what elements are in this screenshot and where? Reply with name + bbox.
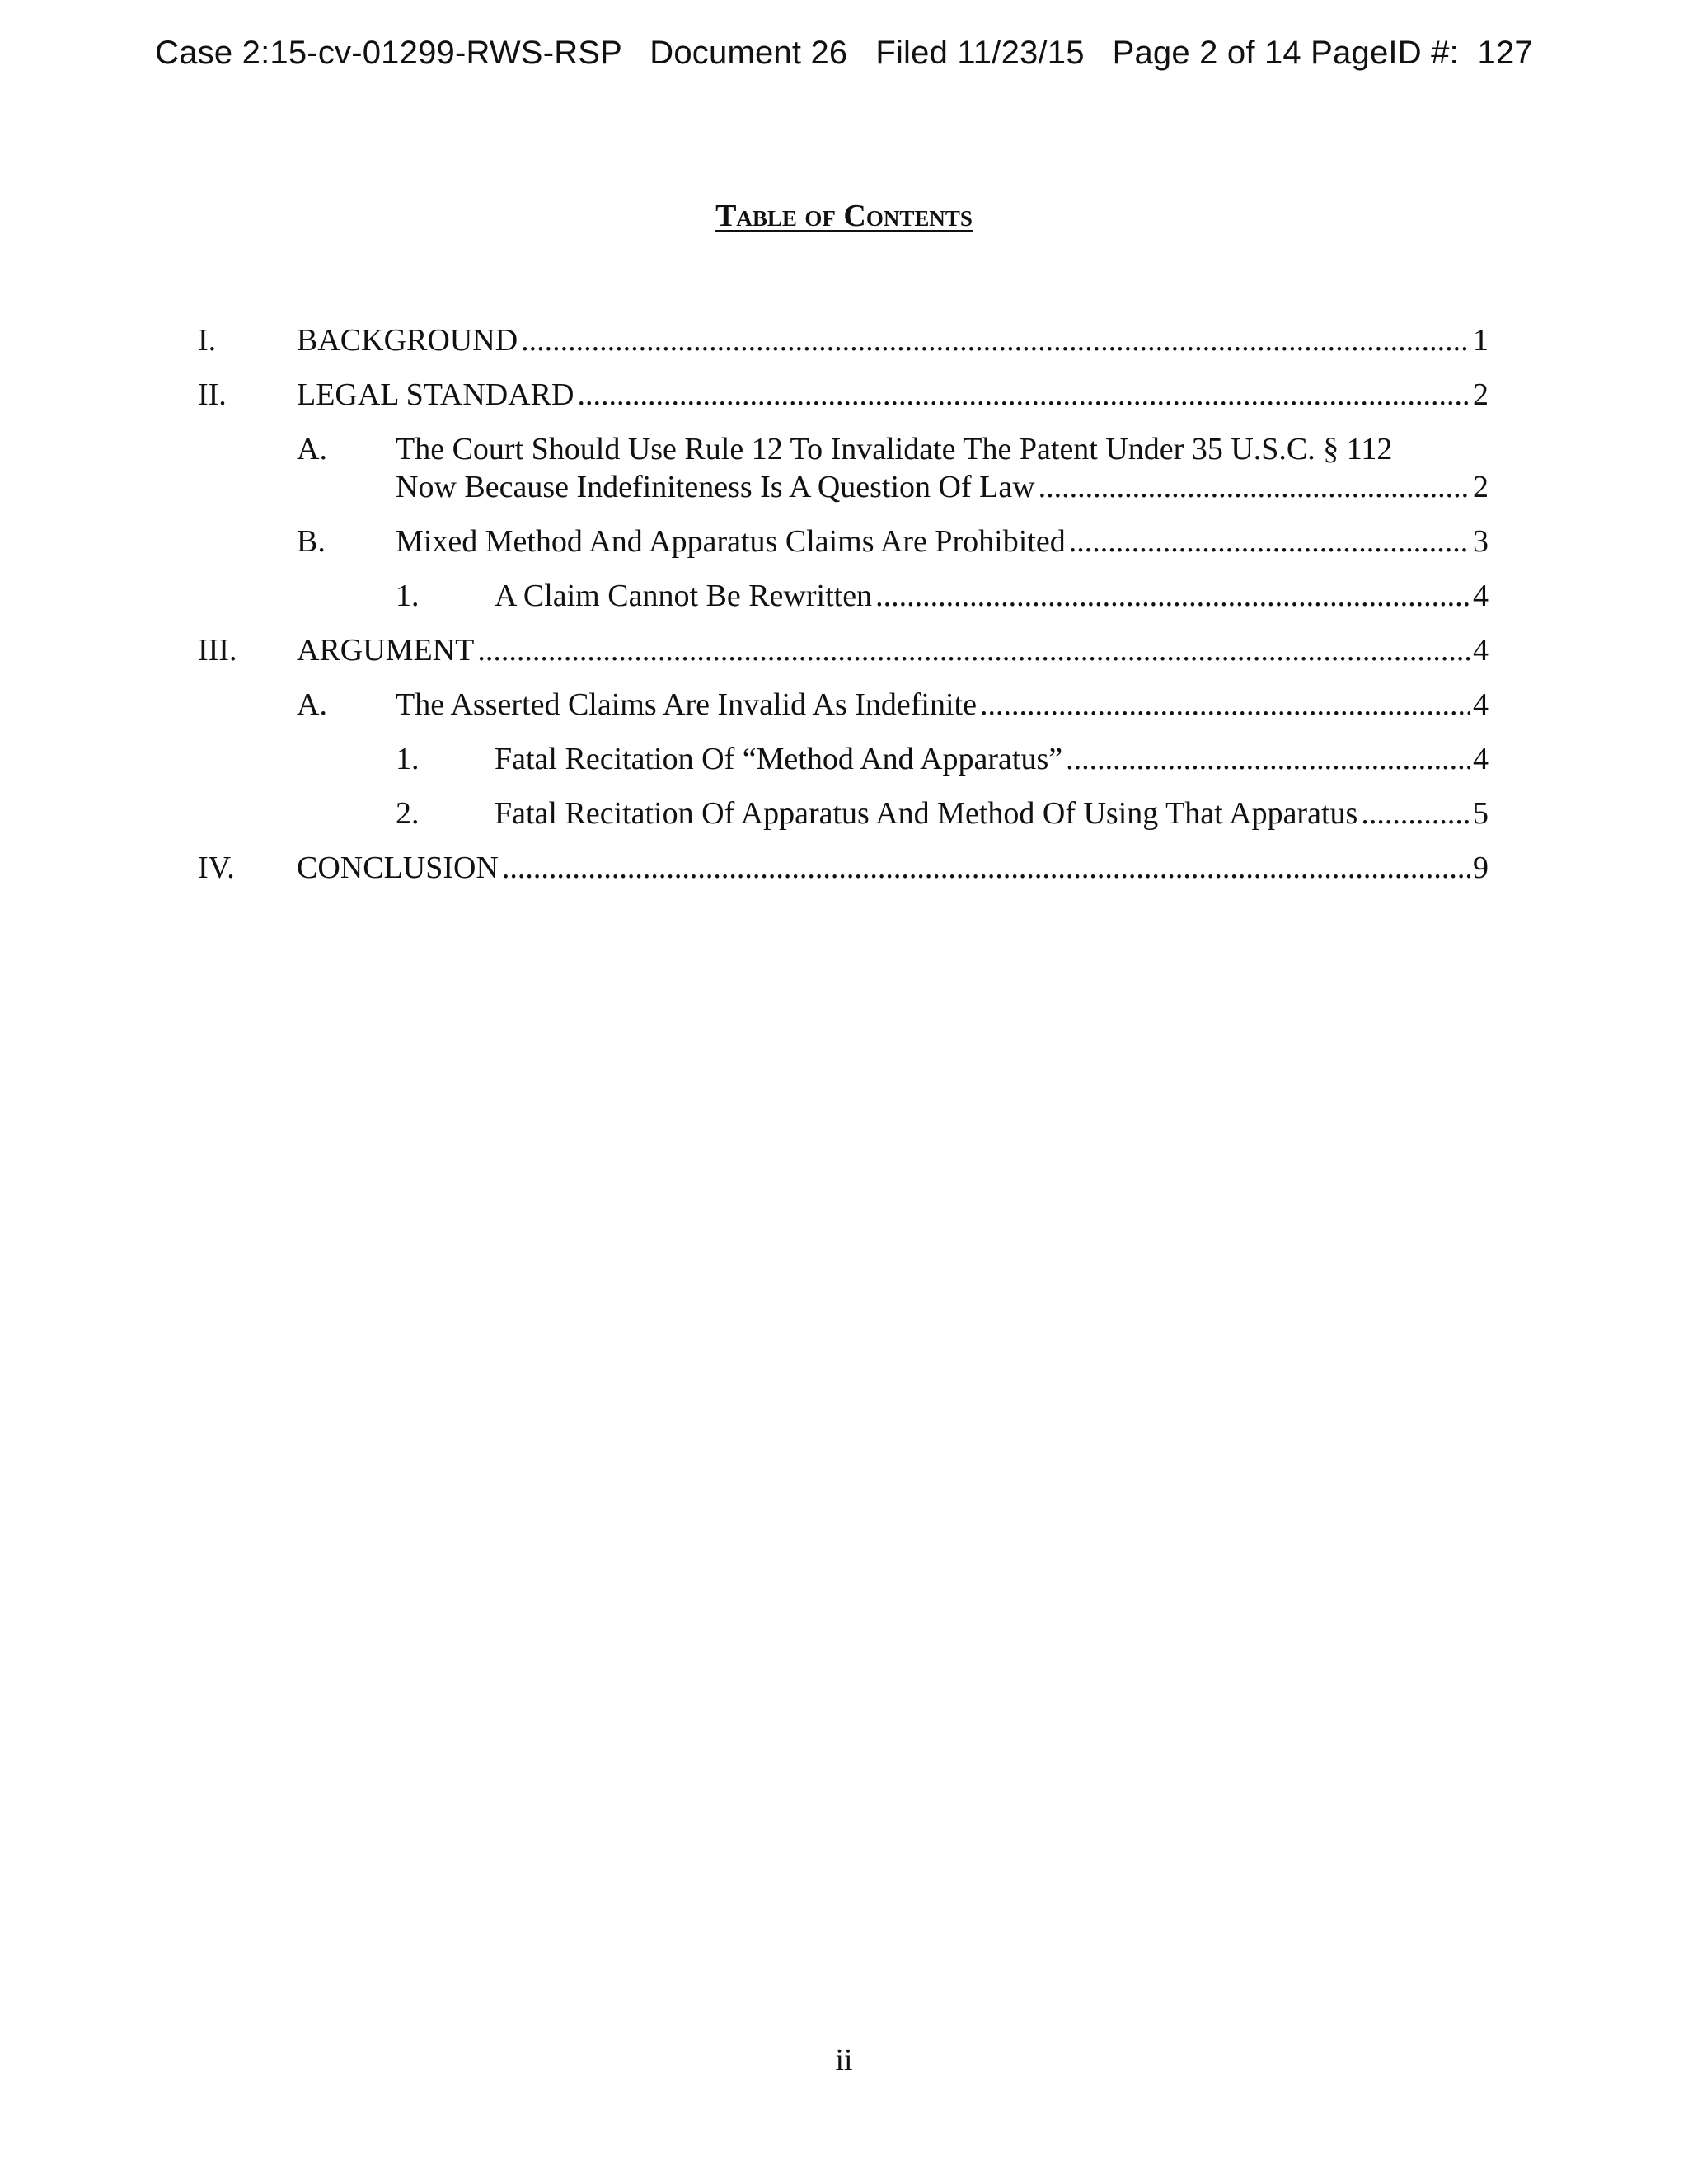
toc-entry-text: The Asserted Claims Are Invalid As Indefinite [396, 687, 977, 722]
toc-entry-number: B. [297, 524, 326, 559]
toc-entry-conclusion [198, 849, 1489, 887]
toc-entry-number: II. [198, 377, 227, 412]
toc-entry-text: CONCLUSION [297, 851, 499, 885]
toc-entry-page: 4 [1473, 687, 1489, 722]
dot-leader [477, 631, 1470, 669]
dot-leader [521, 321, 1470, 359]
toc-entry-page: 2 [1473, 377, 1489, 412]
toc-entry-page: 2 [1473, 470, 1489, 504]
table-of-contents [198, 321, 1489, 887]
toc-entry-page: 4 [1473, 633, 1489, 668]
dot-leader [980, 686, 1470, 724]
toc-entry-text: Mixed Method And Apparatus Claims Are Prohibited [396, 524, 1066, 559]
toc-entry-mixed-claims [198, 523, 1489, 560]
toc-entry-text: LEGAL STANDARD [297, 377, 574, 412]
page-number-footer: ii [835, 2043, 853, 2078]
dot-leader [1361, 794, 1470, 832]
dot-leader [1066, 740, 1470, 778]
dot-leader [1039, 468, 1470, 506]
toc-entry-rule-12 [198, 430, 1489, 506]
toc-entry-number: 2. [396, 796, 420, 831]
toc-entry-number: III. [198, 633, 237, 668]
toc-entry-background [198, 321, 1489, 359]
toc-entry-page: 5 [1473, 796, 1489, 831]
toc-entry-page: 3 [1473, 524, 1489, 559]
case-header-stamp: Case 2:15-cv-01299-RWS-RSP Document 26 Filed 11/23/15 Page 2 of 14 PageID #: 127 [155, 35, 1533, 71]
toc-entry-argument [198, 631, 1489, 669]
toc-entry-apparatus-and-method [198, 794, 1489, 832]
toc-entry-text: BACKGROUND [297, 323, 518, 358]
toc-title: Table of Contents [715, 199, 973, 233]
toc-entry-text: Fatal Recitation Of Apparatus And Method Of Using That Apparatus [495, 796, 1358, 831]
toc-entry-number: A. [297, 432, 327, 466]
toc-entry-page: 4 [1473, 742, 1489, 776]
toc-entry-page: 9 [1473, 851, 1489, 885]
toc-entry-asserted-claims [198, 686, 1489, 724]
toc-entry-method-and-apparatus [198, 740, 1489, 778]
toc-entry-text-line2: Now Because Indefiniteness Is A Question Of Law [396, 470, 1035, 504]
dot-leader [875, 577, 1470, 615]
toc-entry-number: 1. [396, 742, 420, 776]
toc-entry-claim-rewritten [198, 577, 1489, 615]
toc-entry-text: A Claim Cannot Be Rewritten [495, 579, 873, 613]
toc-entry-number: A. [297, 687, 327, 722]
toc-entry-number: 1. [396, 579, 420, 613]
toc-entry-page: 4 [1473, 579, 1489, 613]
toc-entry-legal-standard [198, 376, 1489, 414]
toc-entry-page: 1 [1473, 323, 1489, 358]
dot-leader [502, 849, 1470, 887]
toc-entry-number: I. [198, 323, 217, 358]
toc-entry-text: Fatal Recitation Of “Method And Apparatus” [495, 742, 1063, 776]
dot-leader [1069, 523, 1470, 560]
toc-entry-number: IV. [198, 851, 235, 885]
toc-entry-text-line1: The Court Should Use Rule 12 To Invalidate The Patent Under 35 U.S.C. § 112 [396, 432, 1393, 466]
toc-entry-text: ARGUMENT [297, 633, 475, 668]
dot-leader [577, 376, 1470, 414]
